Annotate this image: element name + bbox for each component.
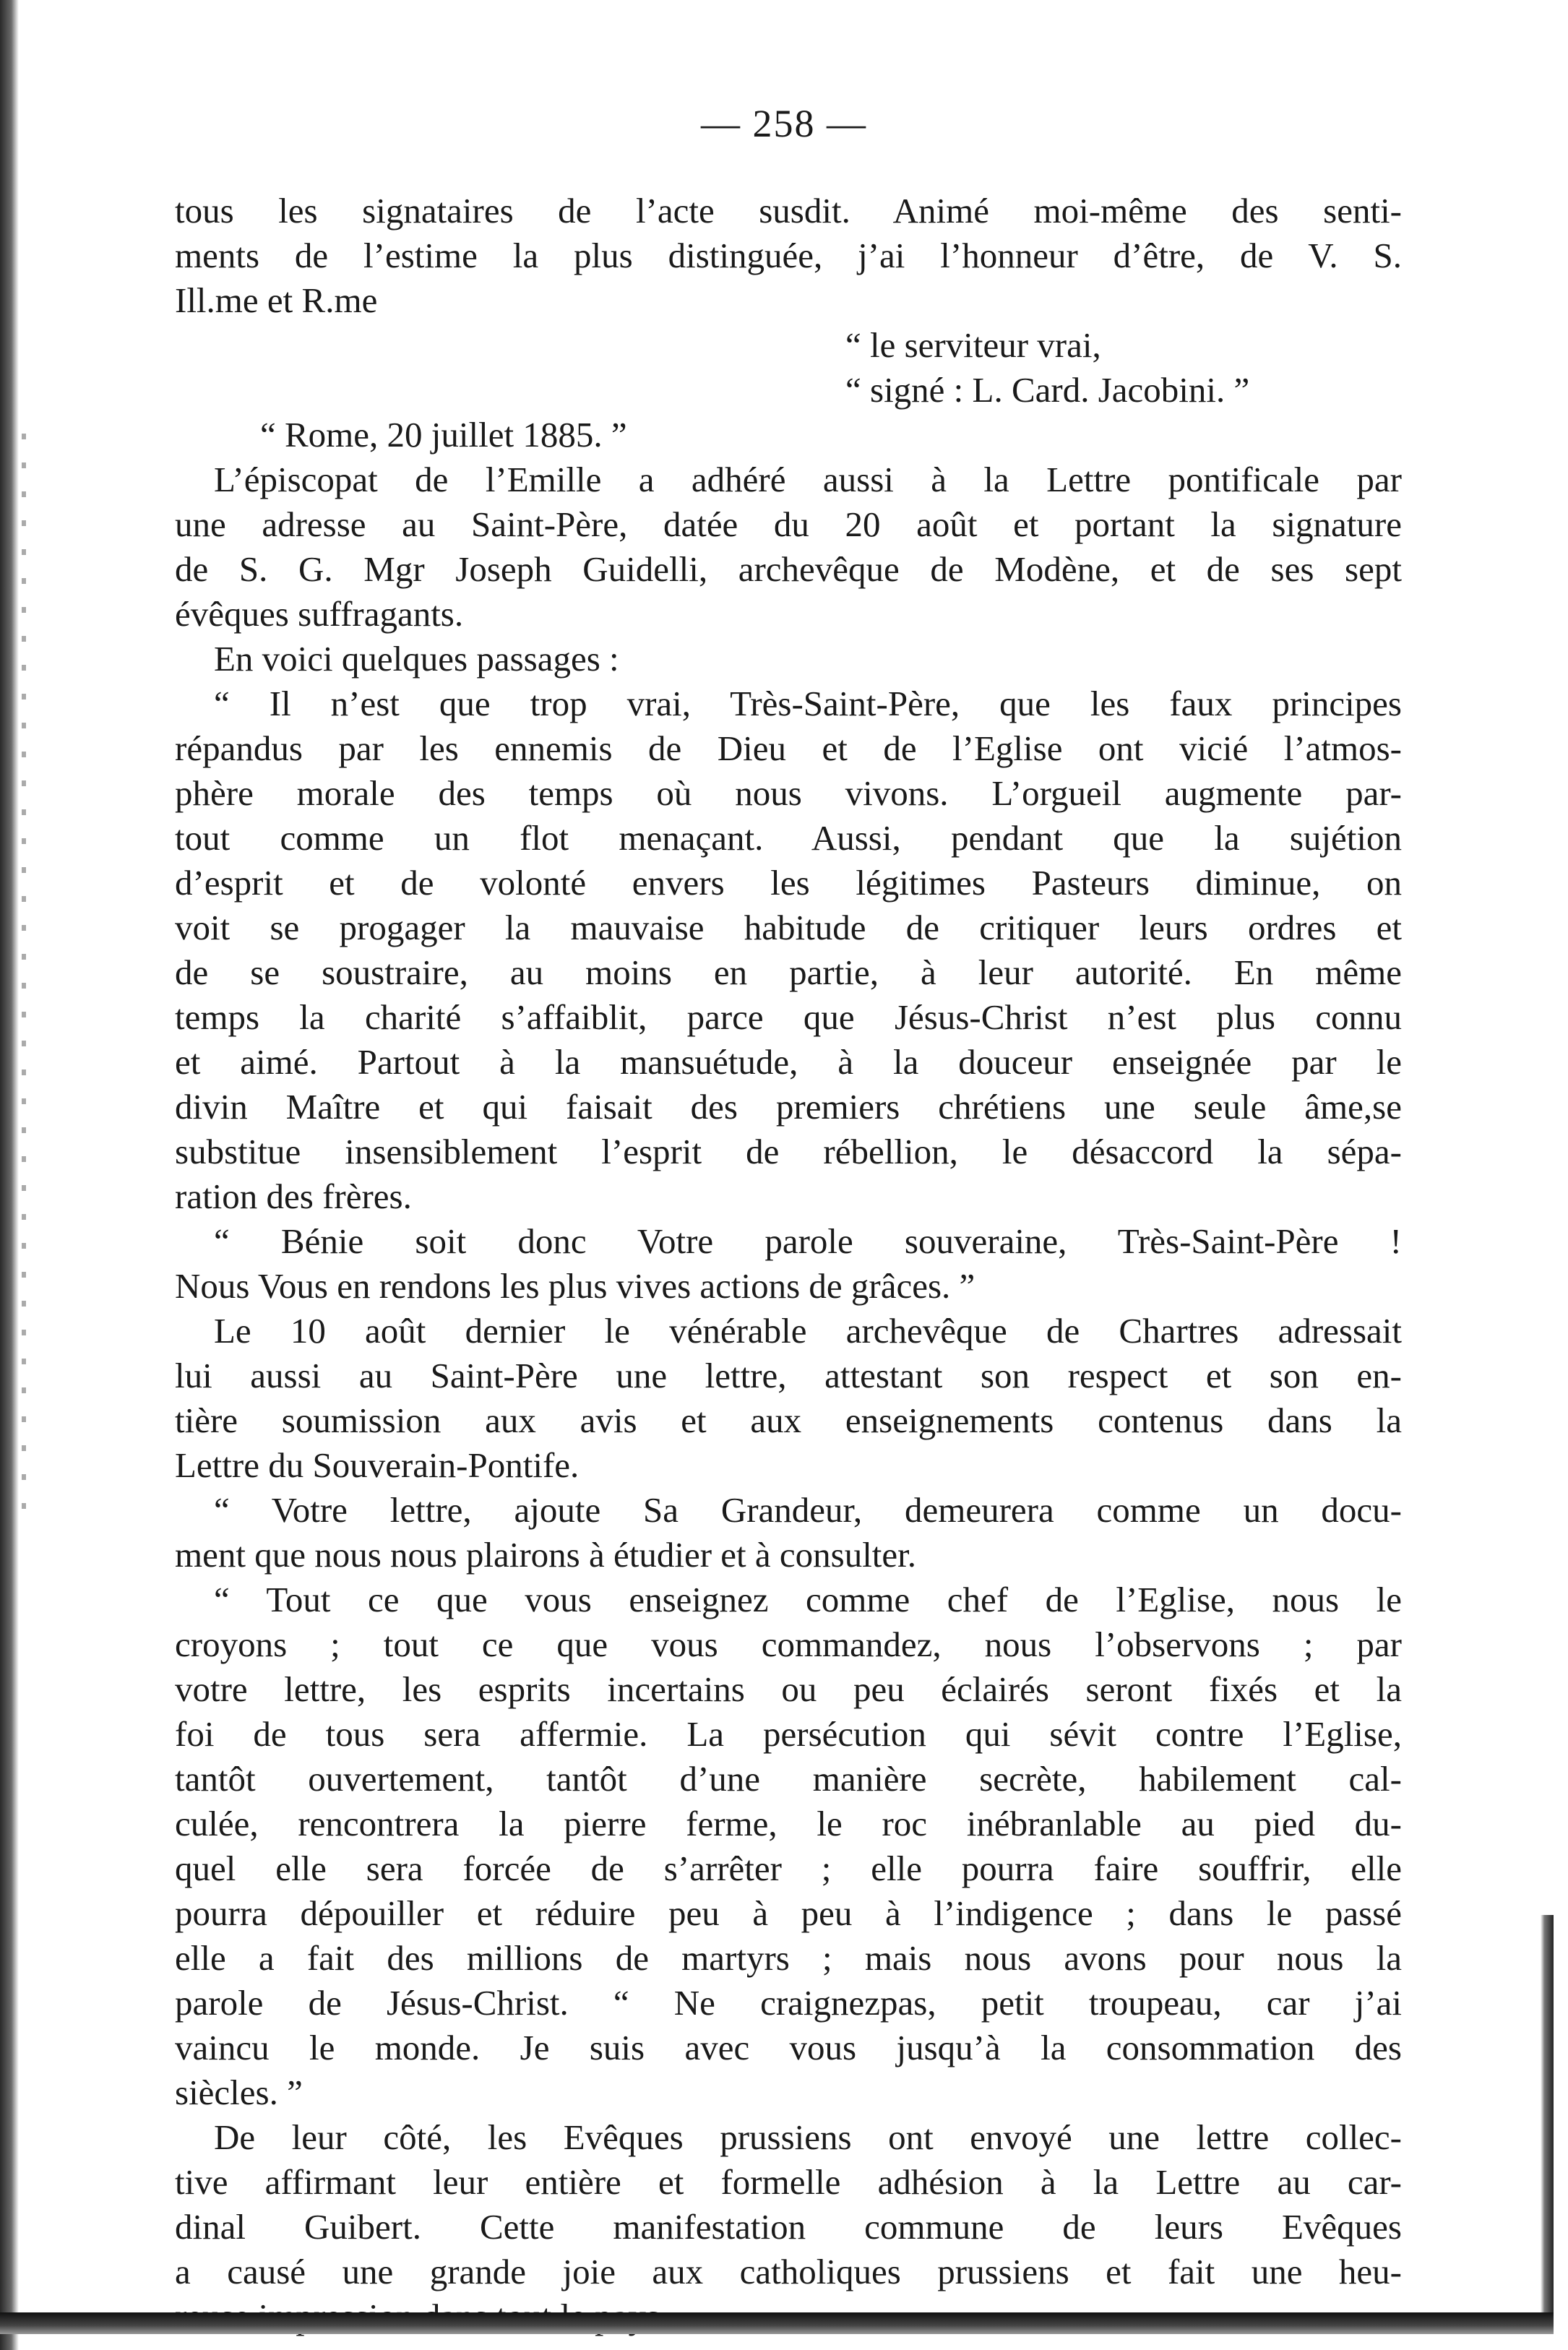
text-line: “ Votre lettre, ajoute Sa Grandeur, demeurera comme un docu- <box>214 1490 1402 1530</box>
text-line: ments de l’estime la plus distinguée, j’ai l’honneur d’être, de V. S. <box>175 236 1402 275</box>
text-line: De leur côté, les Evêques prussiens ont envoyé une lettre collec- <box>214 2117 1402 2157</box>
text-line: Ill.me et R.me <box>175 280 378 320</box>
text-line: siècles. ” <box>175 2073 303 2112</box>
text-line: votre lettre, les esprits incertains ou peu éclairés seront fixés et la <box>175 1669 1402 1709</box>
text-line: parole de Jésus-Christ. “ Ne craignezpas, petit troupeau, car j’ai <box>175 1983 1402 2023</box>
text-line: tière soumission aux avis et aux enseignements contenus dans la <box>175 1400 1402 1440</box>
text-line: évêques suffragants. <box>175 594 464 634</box>
text-line: croyons ; tout ce que vous commandez, nous l’observons ; par <box>175 1624 1402 1664</box>
text-line: tive affirmant leur entière et formelle adhésion à la Lettre au car- <box>175 2162 1402 2202</box>
text-line: a causé une grande joie aux catholiques prussiens et fait une heu- <box>175 2252 1402 2291</box>
text-line: substitue insensiblement l’esprit de rébellion, le désaccord la sépa- <box>175 1132 1402 1171</box>
text-line: et aimé. Partout à la mansuétude, à la douceur enseignée par le <box>175 1042 1402 1082</box>
scan-left-border <box>0 0 19 2350</box>
text-line: ration des frères. <box>175 1176 412 1216</box>
signature-line: “ signé : L. Card. Jacobini. ” <box>845 370 1250 410</box>
text-line: Nous Vous en rendons les plus vives actions de grâces. ” <box>175 1266 975 1306</box>
text-line: tout comme un flot menaçant. Aussi, pendant que la sujétion <box>175 818 1402 858</box>
text-line: lui aussi au Saint-Père une lettre, attestant son respect et son en- <box>175 1356 1402 1395</box>
text-line: tantôt ouvertement, tantôt d’une manière secrète, habilement cal- <box>175 1759 1402 1799</box>
text-line: vaincu le monde. Je suis avec vous jusqu’à la consommation des <box>175 2028 1402 2067</box>
text-line: temps la charité s’affaiblit, parce que Jésus-Christ n’est plus connu <box>175 997 1402 1037</box>
dateline: “ Rome, 20 juillet 1885. ” <box>260 415 627 455</box>
text-line: culée, rencontrera la pierre ferme, le roc inébranlable au pied du- <box>175 1804 1402 1843</box>
page-number: — 258 — <box>701 102 867 145</box>
signature-line: “ le serviteur vrai, <box>845 325 1101 365</box>
text-line: “ Bénie soit donc Votre parole souveraine, Très-Saint-Père ! <box>214 1221 1402 1261</box>
text-line: dinal Guibert. Cette manifestation commune de leurs Evêques <box>175 2207 1402 2247</box>
text-line: répandus par les ennemis de Dieu et de l’Eglise ont vicié l’atmos- <box>175 728 1402 768</box>
text-line: voit se progager la mauvaise habitude de critiquer leurs ordres et <box>175 908 1402 947</box>
scan-bottom-edge <box>0 2312 1554 2334</box>
text-line: de S. G. Mgr Joseph Guidelli, archevêque de Modène, et de ses sept <box>175 549 1402 589</box>
text-line: tous les signataires de l’acte susdit. Animé moi-même des senti- <box>175 191 1402 231</box>
text-line: Lettre du Souverain-Pontife. <box>175 1445 580 1485</box>
scan-right-edge <box>1541 1915 1554 2327</box>
text-line: elle a fait des millions de martyrs ; mais nous avons pour nous la <box>175 1938 1402 1978</box>
text-line: “ Il n’est que trop vrai, Très-Saint-Père, que les faux principes <box>214 684 1402 723</box>
text-line: une adresse au Saint-Père, datée du 20 août et portant la signature <box>175 504 1402 544</box>
text-line: d’esprit et de volonté envers les légitimes Pasteurs diminue, on <box>175 863 1402 903</box>
text-line: quel elle sera forcée de s’arrêter ; elle pourra faire souffrir, elle <box>175 1848 1402 1888</box>
text-line: “ Tout ce que vous enseignez comme chef de l’Eglise, nous le <box>214 1580 1402 1619</box>
text-line: L’épiscopat de l’Emille a adhéré aussi à la Lettre pontificale par <box>214 460 1402 499</box>
text-line: foi de tous sera affermie. La persécution qui sévit contre l’Eglise, <box>175 1714 1402 1754</box>
text-line: de se soustraire, au moins en partie, à leur autorité. En même <box>175 952 1402 992</box>
text-line: divin Maître et qui faisait des premiers chrétiens une seule âme,se <box>175 1087 1402 1127</box>
text-line: En voici quelques passages : <box>214 639 619 679</box>
text-line: ment que nous nous plairons à étudier et à consulter. <box>175 1535 917 1575</box>
scan-left-specks <box>22 434 26 1518</box>
text-line: pourra dépouiller et réduire peu à peu à l’indigence ; dans le passé <box>175 1893 1402 1933</box>
text-line: Le 10 août dernier le vénérable archevêque de Chartres adressait <box>214 1311 1402 1351</box>
text-line: phère morale des temps où nous vivons. L’orgueil augmente par- <box>175 773 1402 813</box>
